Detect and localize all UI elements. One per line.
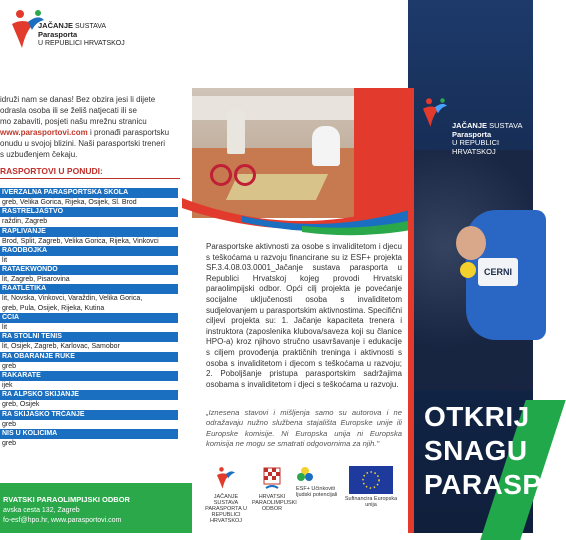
sport-name: RAATLETIKA [0,284,178,294]
sport-name: RA ALPSKO SKIJANJE [0,390,178,400]
sport-name: IVERZALNA PARASPORTSKA ŠKOLA [0,188,178,198]
croatian-shield-icon [261,466,283,492]
athlete-bib: CERNI [478,258,518,286]
parasport-logo: JAČANJE SUSTAVA PARASPORTA U REPUBLICI HRVATSKOJ [204,466,248,524]
sport-name: NIS U KOLICIMA [0,429,178,439]
parasport-logo-icon [420,96,450,132]
esf-logo: ESF+ Učinkoviti ljudski potencijali [296,466,338,498]
sport-locations: lit, Novska, Vinkovci, Varaždin, Velika Gorica, [2,295,143,303]
sport-locations: lit [2,324,8,332]
intro-text: idruži nam se danas! Bez obzira jesi li dijete odrasla osoba ili se želiš natjecati ili se mo zabaviti, posjeti našu mrežnu stranicu www.parasportovi.com i pronađi parasportsku onudu u svojoj blizini. Naši parasportski treneri s uzbuđenjem čekaju. [0,95,170,159]
sport-locations: greb, Velika Gorica, Rijeka, Osijek, Sl. Brod [2,199,137,206]
middle-panel [192,0,408,533]
address: avska cesta 132, Zagreb [3,507,80,514]
sport-locations: ijek [2,381,13,389]
brand-text: JAČANJE SUSTAVA Parasporta U REPUBLICI HRVATSKOJ [452,121,523,156]
ball [460,262,476,278]
left-panel [0,0,192,533]
sport-locations: lit [2,256,8,264]
sport-locations: greb [2,420,17,428]
sports-list [0,188,178,448]
partner-logos [204,466,400,526]
swoosh-decoration [182,198,422,238]
divider [0,178,180,179]
project-description: Parasportske aktivnosti za osobe s invaliditetom i djecu s teškoćama u razvoju financirane su iz ESF+ projekta SF.3.4.08.03.0001_Jačanje sustava parasporta u Republici Hrvatskoj kojeg provodi Hrvatski paraolimpijski odbor. Opći cilj projekta je povećanje socijalne uključenosti osoba s invaliditetom sudjelovanjem u parasportskim aktivnostima. Specifični ciljevi projekta su: 1. Jačanje kapaciteta trenera i instruktora (zaposlenika klubova/saveza koji su članice HPO-a) kroz njihovo stručno usavršavanje i edukacije s ciljem provođenja praktičnih treninga i aktivnosti s osoba s invaliditetom i djecom s teškoćama u razvoju; 2. Poboljšanje pristupa parasportskim sadržajima osobama s invaliditetom i djeci s teškoćama u razvoju. [206,242,402,389]
right-panel [408,0,564,533]
footer-contact [0,483,192,533]
sport-locations: raždin, Zagreb [2,218,48,226]
sport-name: RAKARATE [0,371,178,381]
website-link[interactable]: www.parasportovi.com [0,128,88,137]
sport-name: RATAEKWONDO [0,265,178,275]
sport-locations: Brod, Split, Zagreb, Velika Gorica, Rijeka, Vinkovci [2,237,159,245]
parasport-logo-icon [214,466,238,492]
sport-name: RASTRELJAŠTVO [0,207,178,217]
sport-locations: greb, Pula, Osijek, Rijeka, Kutina [2,304,105,312]
esf-flower-icon [296,466,314,484]
sport-locations: lit, Zagreb, Pisarovina [2,276,70,284]
hpo-logo: HRVATSKI PARAOLIMPIJSKI ODBOR [252,466,292,512]
sport-name: RA STOLNI TENIS [0,332,178,342]
sport-locations: greb [2,362,17,370]
sport-locations: greb [2,439,17,447]
sport-name: RA SKIJAŠKO TRČANJE [0,410,178,420]
athlete-head [456,226,486,260]
sport-locations: lit, Osijek, Zagreb, Karlovac, Samobor [2,343,120,351]
eu-logo: Sufinancira Europska unija [342,466,400,508]
sport-name: RA OBARANJE RUKE [0,352,178,362]
sport-name: CCIA [0,313,178,323]
sports-offer-title: RASPORTOVI U PONUDI: [0,166,103,176]
sport-name: RAPLIVANJE [0,227,178,237]
org-name: RVATSKI PARAOLIMPIJSKI ODBOR [3,495,130,504]
disclaimer-text: „Iznesena stavovi i mišljenja samo su autorova i ne odražavaju nužno službena stajališta Europske unije ili Europske komisije. Ni Europska unija ni Europska komisija ne mogu se smatrati odgovornima za njih." [206,408,402,449]
contact-link[interactable]: fo-esf@hpo.hr, www.parasportovi.com [3,517,122,524]
brand-text: JAČANJE SUSTAVA Parasporta U REPUBLICI HRVATSKOJ [38,21,125,47]
eu-flag-icon [349,466,393,494]
headline: OTKRIJ SNAGU PARASPO [424,401,564,500]
sport-locations: greb, Osijek [2,401,40,409]
sport-name: RAODBOJKA [0,246,178,256]
